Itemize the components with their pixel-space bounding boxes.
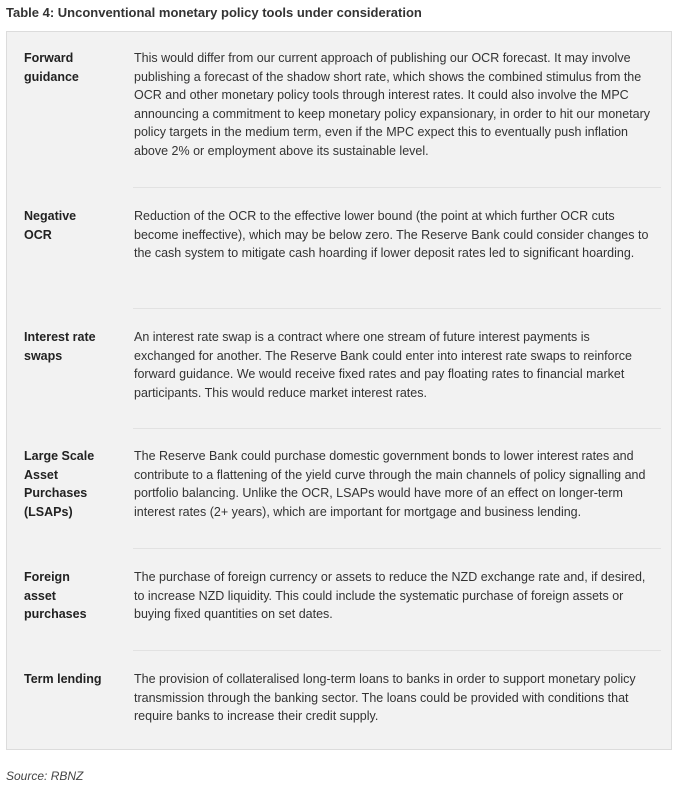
- row-description: The Reserve Bank could purchase domestic government bonds to lower interest rates and contribute to a flattening of the yield curve through the main channels of policy signalling and portfolio balancing. Unlike the OCR, LSAPs would have more of an effect on longer-term interest rates (2+ years), which are important for mortgage and business lending.: [134, 449, 646, 519]
- row-description: An interest rate swap is a contract where one stream of future interest payments is exchanged for another. The Reserve Bank could enter into interest rate swaps to reinforce forward guidance. We would receive fixed rates and pay floating rates to financial market participants. This would reduce market interest rates.: [134, 330, 632, 400]
- source-note: Source: RBNZ: [6, 769, 84, 783]
- row-description: The provision of collateralised long-term loans to banks in order to support monetary policy transmission through the banking sector. The loans could be provided with conditions that require banks to increase their credit supply.: [134, 672, 636, 723]
- row-term: Negative OCR: [24, 209, 77, 242]
- row-term: Interest rate swaps: [24, 330, 96, 363]
- table-title: Table 4: Unconventional monetary policy tools under consideration: [6, 5, 422, 20]
- row-divider: [133, 650, 661, 651]
- row-description: Reduction of the OCR to the effective lower bound (the point at which further OCR cuts become ineffective), which may be below zero. The Reserve Bank could consider changes to the cash system to mitigate cash hoarding if lower deposit rates led to significant hoarding.: [134, 209, 649, 260]
- row-term: Term lending: [24, 672, 102, 686]
- row-description: This would differ from our current approach of publishing our OCR forecast. It may involve publishing a forecast of the shadow short rate, which shows the combined stimulus from the OCR and other monetary policy tools through interest rates. It could also involve the MPC announcing a commitment to keep monetary policy expansionary, in order to hit our monetary policy targets in the medium term, even if the MPC expect this to eventually push inflation above 2% or employment above its sustainable level.: [134, 51, 651, 158]
- row-divider: [133, 428, 661, 429]
- row-divider: [133, 187, 661, 188]
- row-divider: [133, 308, 661, 309]
- row-term: Large Scale Asset Purchases (LSAPs): [24, 449, 95, 519]
- policy-tools-table: [6, 31, 672, 750]
- row-term: Foreign asset purchases: [24, 570, 87, 621]
- row-divider: [133, 548, 661, 549]
- row-term: Forward guidance: [24, 51, 79, 84]
- row-description: The purchase of foreign currency or assets to reduce the NZD exchange rate and, if desired, to increase NZD liquidity. This could include the systematic purchase of foreign assets or buying fixed quantities on set dates.: [134, 570, 646, 621]
